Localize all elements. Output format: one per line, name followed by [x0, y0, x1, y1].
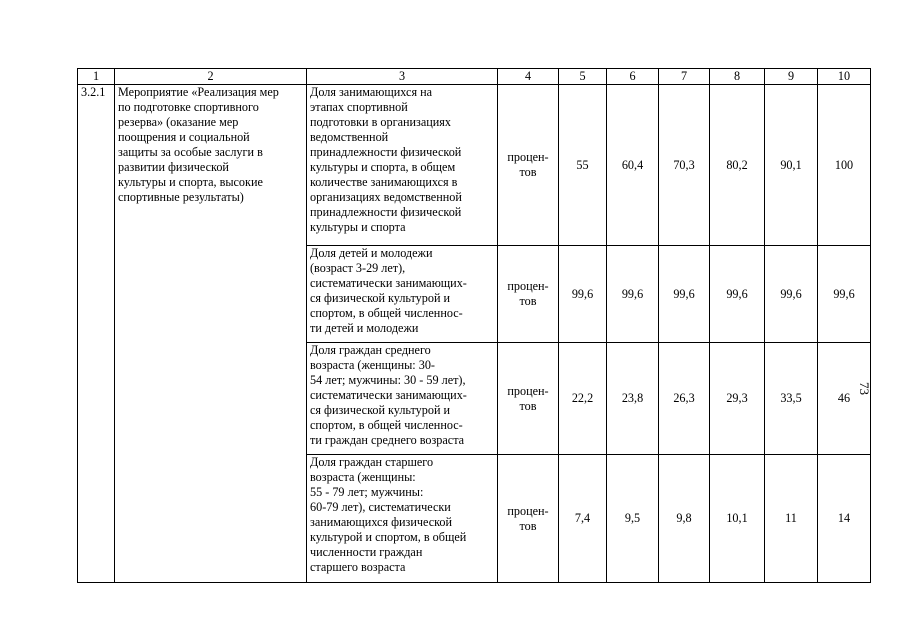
value-cell: 99,6 [765, 246, 818, 343]
value-cell: 9,8 [659, 455, 710, 583]
col-header: 6 [607, 69, 659, 85]
col-header: 2 [115, 69, 307, 85]
value-cell: 99,6 [710, 246, 765, 343]
value-cell: 99,6 [659, 246, 710, 343]
value-cell: 55 [559, 85, 607, 246]
indicator-text: Доля детей и молодежи (возраст 3-29 лет), систематически занимающих- ся физической культурой и спортом, в общей численнос- ти детей и молодежи [307, 246, 498, 343]
table-row [78, 85, 871, 246]
col-header: 3 [307, 69, 498, 85]
item-code: 3.2.1 [78, 85, 115, 583]
indicator-text: Доля граждан старшего возраста (женщины: 55 - 79 лет; мужчины: 60-79 лет), систематически занимающихся физической культурой и спортом, в общей численности граждан старшего возраста [307, 455, 498, 583]
indicators-table [77, 68, 871, 583]
indicator-text: Доля граждан среднего возраста (женщины: 30- 54 лет; мужчины: 30 - 59 лет), систематически занимающих- ся физической культурой и спортом, в общей численнос- ти граждан среднего возраста [307, 343, 498, 455]
value-cell: 9,5 [607, 455, 659, 583]
indicator-text: Доля занимающихся на этапах спортивной подготовки в организациях ведомственной принадлежности физической культуры и спорта, в общем количестве занимающихся в организациях ведомственной принадлежности физической культуры и спорта [307, 85, 498, 246]
col-header: 8 [710, 69, 765, 85]
column-number-row [78, 69, 871, 85]
unit-cell: процен- тов [498, 246, 559, 343]
value-cell: 10,1 [710, 455, 765, 583]
col-header: 10 [818, 69, 871, 85]
col-header: 5 [559, 69, 607, 85]
value-cell: 23,8 [607, 343, 659, 455]
value-cell: 70,3 [659, 85, 710, 246]
value-cell: 90,1 [765, 85, 818, 246]
value-cell: 99,6 [607, 246, 659, 343]
unit-cell: процен- тов [498, 343, 559, 455]
value-cell: 29,3 [710, 343, 765, 455]
value-cell: 99,6 [818, 246, 871, 343]
value-cell: 100 [818, 85, 871, 246]
col-header: 4 [498, 69, 559, 85]
value-cell: 99,6 [559, 246, 607, 343]
value-cell: 22,2 [559, 343, 607, 455]
col-header: 9 [765, 69, 818, 85]
unit-cell: процен- тов [498, 85, 559, 246]
col-header: 7 [659, 69, 710, 85]
value-cell: 11 [765, 455, 818, 583]
value-cell: 7,4 [559, 455, 607, 583]
value-cell: 14 [818, 455, 871, 583]
unit-cell: процен- тов [498, 455, 559, 583]
value-cell: 26,3 [659, 343, 710, 455]
value-cell: 60,4 [607, 85, 659, 246]
value-cell: 33,5 [765, 343, 818, 455]
event-description: Мероприятие «Реализация мер по подготовке спортивного резерва» (оказание мер поощрения и социальной защиты за особые заслуги в развитии физической культуры и спорта, высокие спортивные результаты) [115, 85, 307, 583]
value-cell: 46 [818, 343, 871, 455]
value-cell: 80,2 [710, 85, 765, 246]
col-header: 1 [78, 69, 115, 85]
page-number: 73 [857, 382, 872, 395]
